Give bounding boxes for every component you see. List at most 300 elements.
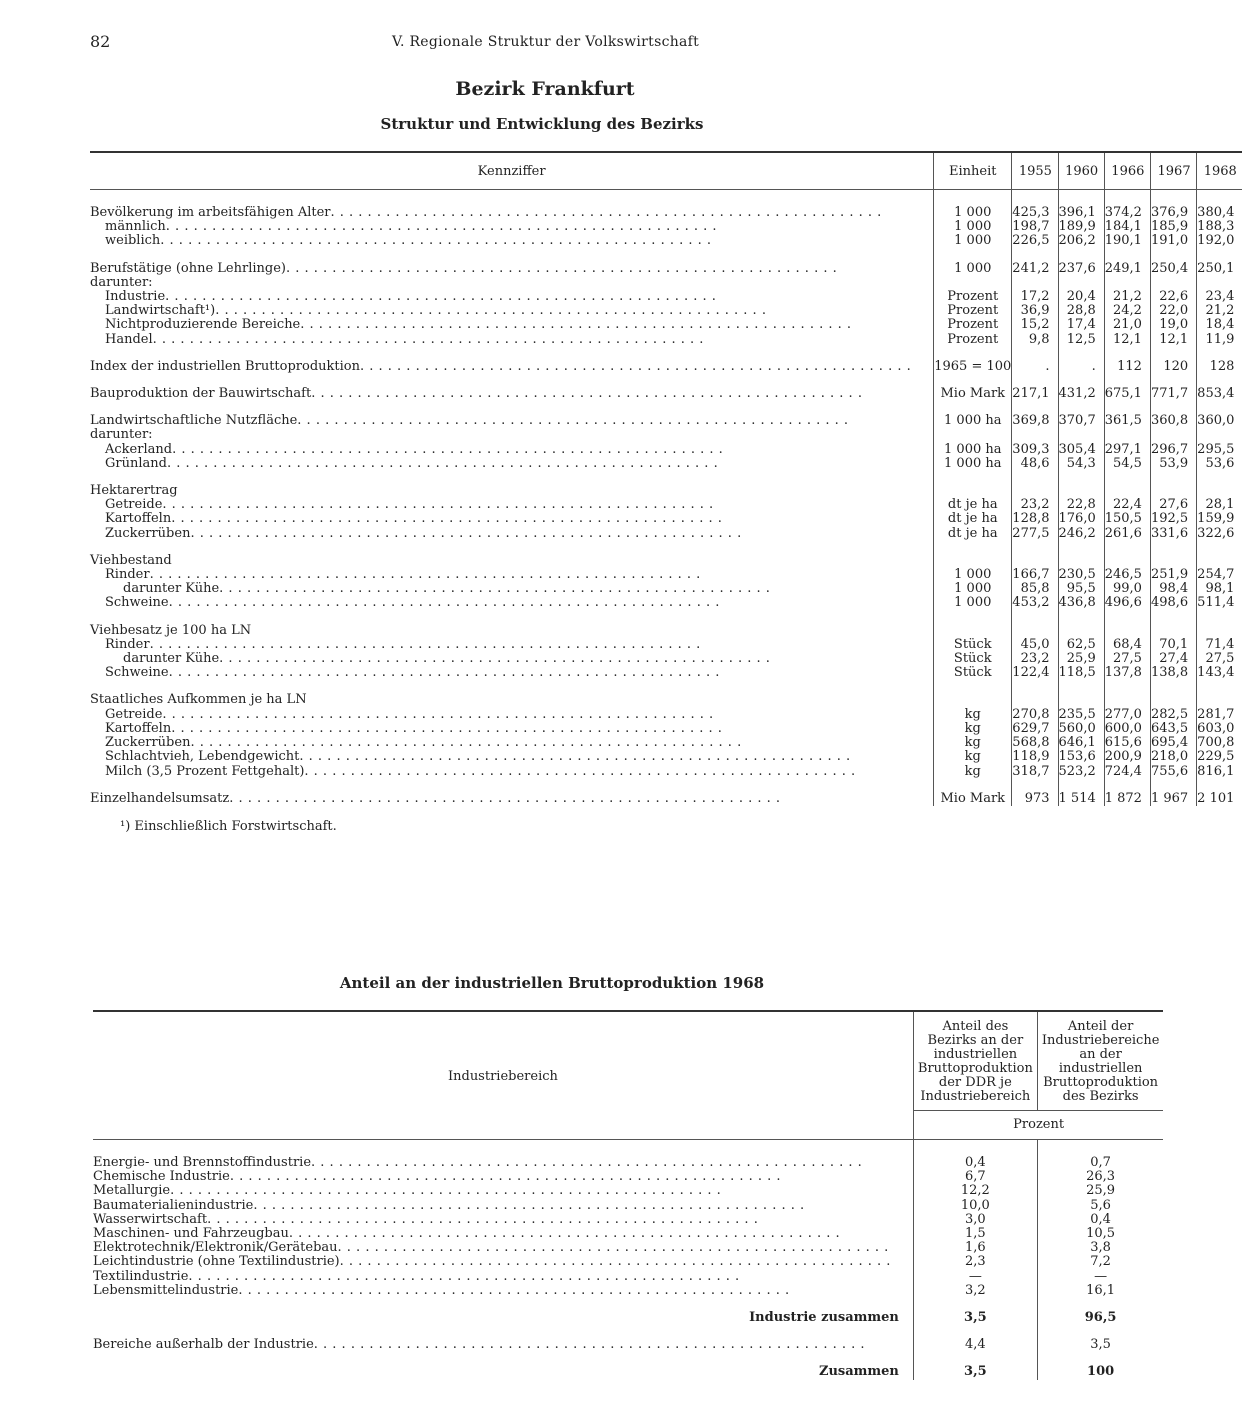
industry-share-header [93, 1011, 1163, 1111]
row-unit: Prozent [934, 318, 1012, 332]
row-value: 137,8 [1104, 666, 1150, 680]
row-value: 198,7 [1012, 220, 1058, 234]
row-unit: 1 000 [934, 596, 1012, 610]
table-row [90, 596, 1242, 610]
row-unit: 1 000 ha [934, 443, 1012, 457]
row-label: Lebensmittelindustrie [93, 1282, 239, 1298]
row-gap [93, 1352, 1163, 1365]
table-row [90, 750, 1242, 764]
row-share-district: 100 [1037, 1365, 1163, 1379]
table-row [90, 527, 1242, 541]
row-value: 241,2 [1012, 262, 1058, 276]
row-value: 700,8 [1197, 736, 1242, 750]
row-label: Grünland [105, 455, 167, 471]
row-value: 331,6 [1150, 527, 1196, 541]
row-value [1058, 624, 1104, 638]
row-value: 370,7 [1058, 414, 1104, 428]
row-share-gdr: — [913, 1270, 1037, 1284]
row-value: 254,7 [1197, 568, 1242, 582]
row-label: Index der industriellen Bruttoproduktion [90, 358, 360, 374]
row-unit: kg [934, 765, 1012, 779]
row-value: 27,4 [1150, 652, 1196, 666]
row-value: 560,0 [1058, 722, 1104, 736]
row-value: 22,6 [1150, 290, 1196, 304]
row-value [1012, 693, 1058, 707]
table-row [90, 498, 1242, 512]
row-value: 771,7 [1150, 387, 1196, 401]
row-value: 192,0 [1197, 234, 1242, 248]
table-row [90, 318, 1242, 332]
row-share-gdr: 10,0 [913, 1199, 1037, 1213]
row-value: 1 967 [1150, 792, 1196, 806]
table-row [90, 708, 1242, 722]
row-value: 603,0 [1197, 722, 1242, 736]
row-value: . [1012, 360, 1058, 374]
table-row [90, 190, 1242, 221]
row-label: Metallurgie [93, 1183, 171, 1199]
row-share-district: — [1037, 1270, 1163, 1284]
row-value: 12,1 [1150, 333, 1196, 347]
running-head: V. Regionale Struktur der Volkswirtschaft [392, 34, 700, 50]
row-value [1104, 554, 1150, 568]
row-value: 28,8 [1058, 304, 1104, 318]
row-label: Berufstätige (ohne Lehrlinge) [90, 260, 286, 276]
row-value: 309,3 [1012, 443, 1058, 457]
row-value: 523,2 [1058, 765, 1104, 779]
row-value: 11,9 [1197, 333, 1242, 347]
row-value: 425,3 [1012, 190, 1058, 221]
row-value [1197, 624, 1242, 638]
row-value: 643,5 [1150, 722, 1196, 736]
row-value: 229,5 [1197, 750, 1242, 764]
row-label: Rinder [105, 567, 150, 583]
row-value: 189,9 [1058, 220, 1104, 234]
table-row [90, 568, 1242, 582]
row-value: 568,8 [1012, 736, 1058, 750]
row-value [1058, 428, 1104, 442]
row-value: 23,2 [1012, 652, 1058, 666]
row-value [1150, 693, 1196, 707]
table-row [90, 638, 1242, 652]
row-value [1104, 428, 1150, 442]
row-value [1197, 693, 1242, 707]
row-value: 25,9 [1058, 652, 1104, 666]
row-label: Getreide [105, 706, 163, 722]
table-row [90, 290, 1242, 304]
row-value: 128 [1197, 360, 1242, 374]
row-value: 17,4 [1058, 318, 1104, 332]
row-value: 112 [1104, 360, 1150, 374]
industry-total-row [93, 1311, 1163, 1325]
row-value: 217,1 [1012, 387, 1058, 401]
row-value: 23,4 [1197, 290, 1242, 304]
row-label: Nichtproduzierende Bereiche [105, 317, 301, 333]
table-row [93, 1227, 1163, 1241]
row-unit: Prozent [934, 290, 1012, 304]
table-row [90, 443, 1242, 457]
row-value: 21,2 [1104, 290, 1150, 304]
row-value [1150, 276, 1196, 290]
row-share-gdr: 3,0 [913, 1213, 1037, 1227]
row-gap [90, 347, 1242, 360]
row-value: 246,2 [1058, 527, 1104, 541]
header-year: 1960 [1058, 152, 1104, 190]
row-share-district: 0,7 [1037, 1140, 1163, 1171]
row-value: 755,6 [1150, 765, 1196, 779]
row-value: 20,4 [1058, 290, 1104, 304]
row-label: Kartoffeln [105, 511, 172, 527]
table-row [93, 1241, 1163, 1255]
row-share-district: 10,5 [1037, 1227, 1163, 1241]
row-value: 98,1 [1197, 582, 1242, 596]
industry-share-title: Anteil an der industriellen Bruttoproduktion 1968 [339, 974, 765, 992]
row-value: 22,0 [1150, 304, 1196, 318]
row-value: 376,9 [1150, 190, 1196, 221]
row-value: 498,6 [1150, 596, 1196, 610]
row-value: 21,0 [1104, 318, 1150, 332]
row-share-district: 26,3 [1037, 1170, 1163, 1184]
row-value: 282,5 [1150, 708, 1196, 722]
row-unit [934, 484, 1012, 498]
row-value: 27,5 [1197, 652, 1242, 666]
row-value: 70,1 [1150, 638, 1196, 652]
row-value: 297,1 [1104, 443, 1150, 457]
row-label: Zuckerrüben [105, 525, 191, 541]
row-share-district: 25,9 [1037, 1184, 1163, 1198]
row-share-district: 5,6 [1037, 1199, 1163, 1213]
row-value: 237,6 [1058, 262, 1104, 276]
table-row [90, 666, 1242, 680]
header-kennziffer: Kennziffer [90, 152, 934, 190]
table-row [90, 722, 1242, 736]
row-value: 295,5 [1197, 443, 1242, 457]
row-label: Bereiche außerhalb der Industrie [93, 1337, 314, 1353]
row-label: Zusammen [818, 1364, 899, 1380]
row-value: 629,7 [1012, 722, 1058, 736]
table-row [90, 652, 1242, 666]
table-row [90, 276, 1242, 290]
table-row [90, 693, 1242, 707]
row-label: Textilindustrie [93, 1268, 189, 1284]
row-value: 184,1 [1104, 220, 1150, 234]
row-value: 122,4 [1012, 666, 1058, 680]
row-label: Ackerland [105, 441, 173, 457]
page-title: Bezirk Frankfurt [455, 78, 635, 100]
table-row [90, 582, 1242, 596]
row-value: 153,6 [1058, 750, 1104, 764]
row-value [1104, 276, 1150, 290]
table-row [90, 333, 1242, 347]
row-label: männlich [105, 219, 166, 235]
row-unit [934, 276, 1012, 290]
row-share-district: 3,5 [1037, 1338, 1163, 1352]
row-share-district: 3,8 [1037, 1241, 1163, 1255]
row-value: 28,1 [1197, 498, 1242, 512]
row-unit: kg [934, 736, 1012, 750]
industry-share-table [93, 1010, 1163, 1380]
row-unit [934, 428, 1012, 442]
row-value: 600,0 [1104, 722, 1150, 736]
row-value: 9,8 [1012, 333, 1058, 347]
row-value: 188,3 [1197, 220, 1242, 234]
row-unit: dt je ha [934, 512, 1012, 526]
row-value: 24,2 [1104, 304, 1150, 318]
row-value: 23,2 [1012, 498, 1058, 512]
row-label: Industrie zusammen [749, 1310, 899, 1326]
row-label: Schweine [105, 595, 169, 611]
row-share-gdr: 6,7 [913, 1170, 1037, 1184]
grand-total-row [93, 1365, 1163, 1379]
row-value: 138,8 [1150, 666, 1196, 680]
row-value [1104, 693, 1150, 707]
row-value [1150, 624, 1196, 638]
row-value: 53,9 [1150, 457, 1196, 471]
row-value: 21,2 [1197, 304, 1242, 318]
row-label: Rinder [105, 636, 150, 652]
header-industriebereich: Industriebereich [93, 1011, 913, 1140]
row-unit: 1 000 [934, 568, 1012, 582]
row-value: 296,7 [1150, 443, 1196, 457]
row-share-gdr: 4,4 [913, 1338, 1037, 1352]
row-share-gdr: 3,5 [913, 1365, 1037, 1379]
row-label: Elektrotechnik/Elektronik/Gerätebau [93, 1240, 338, 1256]
row-label: weiblich [105, 233, 161, 249]
row-share-district: 16,1 [1037, 1284, 1163, 1298]
row-value: 235,5 [1058, 708, 1104, 722]
row-gap [90, 249, 1242, 262]
row-value: 277,5 [1012, 527, 1058, 541]
row-unit: Prozent [934, 333, 1012, 347]
row-unit: 1965 = 100 [934, 358, 1012, 374]
row-label: Baumaterialienindustrie [93, 1197, 254, 1213]
table-row [90, 360, 1242, 374]
row-value: 68,4 [1104, 638, 1150, 652]
row-value: 374,2 [1104, 190, 1150, 221]
row-unit: 1 000 [934, 190, 1012, 221]
row-unit: 1 000 [934, 220, 1012, 234]
row-unit: Stück [934, 666, 1012, 680]
row-share-gdr: 1,5 [913, 1227, 1037, 1241]
row-value: 185,9 [1150, 220, 1196, 234]
row-unit: kg [934, 750, 1012, 764]
row-value: 675,1 [1104, 387, 1150, 401]
table-row [93, 1184, 1163, 1198]
row-value: 360,0 [1197, 414, 1242, 428]
row-value: 22,4 [1104, 498, 1150, 512]
row-value [1150, 484, 1196, 498]
row-label: Wasserwirtschaft [93, 1211, 208, 1227]
row-label: Energie- und Brennstoffindustrie [93, 1155, 312, 1170]
row-value: 95,5 [1058, 582, 1104, 596]
row-value: 27,5 [1104, 652, 1150, 666]
row-value: 322,6 [1197, 527, 1242, 541]
header-einheit: Einheit [934, 152, 1012, 190]
row-value [1058, 554, 1104, 568]
row-value: 380,4 [1197, 190, 1242, 221]
row-value: 48,6 [1012, 457, 1058, 471]
row-value [1104, 624, 1150, 638]
table-row [90, 414, 1242, 428]
row-value: 12,5 [1058, 333, 1104, 347]
row-unit [934, 554, 1012, 568]
row-unit: kg [934, 722, 1012, 736]
row-value [1012, 428, 1058, 442]
row-unit: dt je ha [934, 527, 1012, 541]
row-label: Milch (3,5 Prozent Fettgehalt) [105, 763, 305, 779]
row-label: Bevölkerung im arbeitsfähigen Alter [90, 205, 331, 220]
row-label: Zuckerrüben [105, 735, 191, 751]
row-value: 250,1 [1197, 262, 1242, 276]
row-unit: 1 000 [934, 234, 1012, 248]
table-row [90, 387, 1242, 401]
row-value: 62,5 [1058, 638, 1104, 652]
row-value: 270,8 [1012, 708, 1058, 722]
row-value: 360,8 [1150, 414, 1196, 428]
row-unit: Mio Mark [934, 387, 1012, 401]
row-value: 128,8 [1012, 512, 1058, 526]
row-gap [90, 541, 1242, 554]
row-share-gdr: 3,2 [913, 1284, 1037, 1298]
structure-table [90, 151, 1242, 806]
row-value [1197, 276, 1242, 290]
table-row [90, 554, 1242, 568]
row-value: 218,0 [1150, 750, 1196, 764]
table-row [90, 484, 1242, 498]
table-row [93, 1270, 1163, 1284]
row-gap [93, 1298, 1163, 1311]
row-value: 99,0 [1104, 582, 1150, 596]
row-value: 305,4 [1058, 443, 1104, 457]
row-value: 150,5 [1104, 512, 1150, 526]
row-value: 853,4 [1197, 387, 1242, 401]
row-value: 19,0 [1150, 318, 1196, 332]
row-share-gdr: 1,6 [913, 1241, 1037, 1255]
row-value: 251,9 [1150, 568, 1196, 582]
row-value: 166,7 [1012, 568, 1058, 582]
row-label: Hektarertrag [90, 483, 178, 499]
table-row [90, 512, 1242, 526]
row-value: 816,1 [1197, 765, 1242, 779]
table-row [93, 1140, 1163, 1171]
page-number: 82 [90, 32, 111, 51]
row-value: 369,8 [1012, 414, 1058, 428]
row-label: darunter: [90, 274, 153, 290]
table-row [90, 220, 1242, 234]
row-label: darunter Kühe [123, 581, 220, 597]
row-value [1197, 428, 1242, 442]
row-value: 22,8 [1058, 498, 1104, 512]
row-value [1197, 554, 1242, 568]
table-row [93, 1170, 1163, 1184]
row-value [1012, 554, 1058, 568]
table-row [90, 765, 1242, 779]
row-label: Handel [105, 331, 153, 347]
row-share-gdr: 2,3 [913, 1255, 1037, 1269]
row-value [1012, 624, 1058, 638]
table-row [90, 262, 1242, 276]
table-row [93, 1284, 1163, 1298]
row-value: 71,4 [1197, 638, 1242, 652]
row-label: Bauproduktion der Bauwirtschaft [90, 386, 312, 402]
row-value: 53,6 [1197, 457, 1242, 471]
row-value: 191,0 [1150, 234, 1196, 248]
table-row [90, 736, 1242, 750]
row-value: 176,0 [1058, 512, 1104, 526]
row-share-district: 96,5 [1037, 1311, 1163, 1325]
row-label: Schlachtvieh, Lebendgewicht [105, 749, 300, 765]
row-value: 12,1 [1104, 333, 1150, 347]
row-value: 281,7 [1197, 708, 1242, 722]
row-value [1104, 484, 1150, 498]
row-unit: dt je ha [934, 498, 1012, 512]
row-label: Maschinen- und Fahrzeugbau [93, 1226, 289, 1242]
row-unit: 1 000 [934, 582, 1012, 596]
row-value: 1 872 [1104, 792, 1150, 806]
row-value: 973 [1012, 792, 1058, 806]
row-share-gdr: 3,5 [913, 1311, 1037, 1325]
row-label: Schweine [105, 665, 169, 681]
row-value [1058, 484, 1104, 498]
row-unit: Prozent [934, 304, 1012, 318]
row-label: Chemische Industrie [93, 1169, 230, 1185]
row-value: 206,2 [1058, 234, 1104, 248]
row-value: 724,4 [1104, 765, 1150, 779]
row-unit [934, 693, 1012, 707]
row-value: 250,4 [1150, 262, 1196, 276]
row-value: 246,5 [1104, 568, 1150, 582]
row-label: Leichtindustrie (ohne Textilindustrie) [93, 1254, 340, 1270]
structure-table-header [90, 152, 1242, 190]
table-row [93, 1199, 1163, 1213]
row-label: Landwirtschaftliche Nutzfläche [90, 413, 298, 429]
header-share-of-district: Anteil der Industriebereiche an der industriellen Bruttoproduktion des Bezirks [1037, 1011, 1163, 1111]
row-value [1012, 484, 1058, 498]
row-value: 18,4 [1197, 318, 1242, 332]
row-gap [90, 471, 1242, 484]
row-share-district: 7,2 [1037, 1255, 1163, 1269]
row-label: Einzelhandelsumsatz [90, 790, 230, 806]
header-share-of-gdr: Anteil des Bezirks an der industriellen Bruttoproduktion der DDR je Industriebereich [913, 1011, 1037, 1111]
row-value: 436,8 [1058, 596, 1104, 610]
row-unit: 1 000 ha [934, 457, 1012, 471]
row-value: 249,1 [1104, 262, 1150, 276]
row-value: 318,7 [1012, 765, 1058, 779]
row-value: 431,2 [1058, 387, 1104, 401]
row-value: 15,2 [1012, 318, 1058, 332]
row-value: 695,4 [1150, 736, 1196, 750]
row-unit: 1 000 [934, 262, 1012, 276]
outside-industry-row [93, 1338, 1163, 1352]
header-year: 1968 [1197, 152, 1242, 190]
row-value: 118,9 [1012, 750, 1058, 764]
row-value: 54,5 [1104, 457, 1150, 471]
row-unit: 1 000 ha [934, 414, 1012, 428]
row-value: 27,6 [1150, 498, 1196, 512]
row-value: 261,6 [1104, 527, 1150, 541]
row-value: 511,4 [1197, 596, 1242, 610]
table-row [93, 1255, 1163, 1269]
footnote: ¹) Einschließlich Forstwirtschaft. [120, 819, 337, 834]
row-value: 1 514 [1058, 792, 1104, 806]
row-value: 36,9 [1012, 304, 1058, 318]
row-value: 646,1 [1058, 736, 1104, 750]
row-value: 496,6 [1104, 596, 1150, 610]
row-gap [90, 611, 1242, 624]
header-year: 1967 [1150, 152, 1196, 190]
row-label: Getreide [105, 497, 163, 513]
row-value: . [1058, 360, 1104, 374]
row-share-gdr: 0,4 [913, 1140, 1037, 1171]
